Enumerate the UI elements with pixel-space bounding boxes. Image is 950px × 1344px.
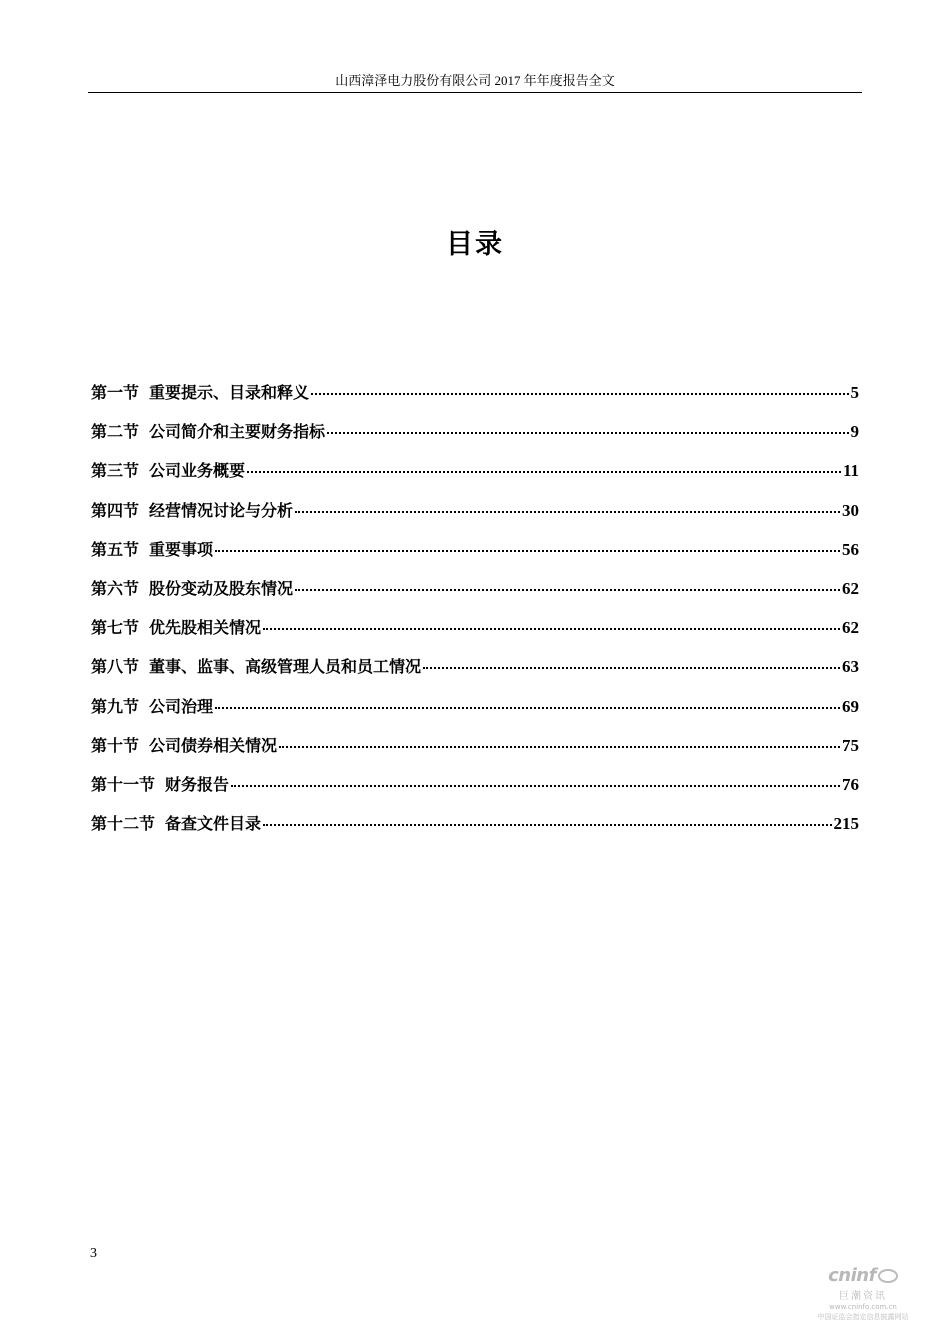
swirl-icon <box>878 1269 898 1283</box>
toc-section: 第九节 <box>91 696 140 716</box>
toc-section: 第七节 <box>91 618 140 638</box>
page-title: 目录 <box>446 229 504 260</box>
toc-entry[interactable] <box>91 576 859 615</box>
watermark-tagline: 中国证监会指定信息披露网站 <box>817 1313 909 1321</box>
dot-leader <box>295 589 840 591</box>
toc-section: 第十二节 <box>91 814 156 834</box>
dot-leader <box>215 550 840 552</box>
toc-page-number: 63 <box>842 657 859 677</box>
cninfo-watermark <box>798 1265 928 1322</box>
toc-page-number: 69 <box>842 696 859 716</box>
toc-page-number: 11 <box>842 461 859 481</box>
toc-title: 公司治理 <box>149 696 214 716</box>
toc-page-number: 30 <box>842 500 859 520</box>
toc-entry[interactable] <box>91 733 859 772</box>
dot-leader <box>247 471 841 473</box>
toc-title: 重要提示、目录和释义 <box>149 383 310 402</box>
toc-section: 第一节 <box>91 383 140 402</box>
toc-section: 第十一节 <box>91 774 156 794</box>
toc-page-number: 62 <box>842 618 859 638</box>
dot-leader <box>263 824 831 826</box>
toc-section: 第六节 <box>91 578 140 598</box>
watermark-cn-name: 巨潮资讯 <box>839 1291 887 1302</box>
toc-entry[interactable] <box>91 615 859 654</box>
toc-page-number: 76 <box>842 774 859 794</box>
toc-title: 股份变动及股东情况 <box>149 578 294 598</box>
dot-leader <box>215 707 840 709</box>
logo-text: cninf <box>828 1265 876 1286</box>
toc-entry[interactable] <box>91 498 859 537</box>
toc-page-number: 215 <box>833 814 859 834</box>
header-rule <box>88 92 862 93</box>
toc-title: 重要事项 <box>149 539 214 559</box>
watermark-url: www.cninfo.com.cn <box>829 1303 897 1311</box>
toc-entry[interactable] <box>91 380 859 419</box>
toc-entry[interactable] <box>91 694 859 733</box>
toc-title: 优先股相关情况 <box>149 618 262 638</box>
toc-title: 公司债券相关情况 <box>149 735 278 755</box>
toc-page-number: 9 <box>850 422 859 442</box>
toc-entry[interactable] <box>91 537 859 576</box>
toc-title: 董事、监事、高级管理人员和员工情况 <box>149 657 422 677</box>
toc-title: 财务报告 <box>165 774 230 794</box>
toc-title: 经营情况讨论与分析 <box>149 500 294 520</box>
cninfo-logo <box>798 1265 928 1286</box>
dot-leader <box>295 511 840 513</box>
toc-page-number: 5 <box>850 383 859 402</box>
running-header: 山西漳泽电力股份有限公司 2017 年年度报告全文 <box>335 73 615 88</box>
table-of-contents <box>91 380 859 850</box>
dot-leader <box>423 667 840 669</box>
toc-section: 第五节 <box>91 539 140 559</box>
toc-entry[interactable] <box>91 419 859 458</box>
toc-title: 备查文件目录 <box>165 814 262 834</box>
toc-section: 第三节 <box>91 461 140 481</box>
toc-title: 公司业务概要 <box>149 461 246 481</box>
toc-section: 第二节 <box>91 422 140 442</box>
dot-leader <box>327 432 848 434</box>
toc-entry[interactable] <box>91 772 859 811</box>
toc-page-number: 75 <box>842 735 859 755</box>
toc-entry[interactable] <box>91 458 859 497</box>
toc-page-number: 62 <box>842 578 859 598</box>
toc-section: 第四节 <box>91 500 140 520</box>
toc-section: 第十节 <box>91 735 140 755</box>
dot-leader <box>263 628 840 630</box>
toc-section: 第八节 <box>91 657 140 677</box>
toc-entry[interactable] <box>91 654 859 693</box>
toc-entry[interactable] <box>91 811 859 850</box>
page-number: 3 <box>90 1246 97 1261</box>
dot-leader <box>279 746 840 748</box>
dot-leader <box>231 785 840 787</box>
toc-page-number: 56 <box>842 539 859 559</box>
toc-title: 公司简介和主要财务指标 <box>149 422 326 442</box>
dot-leader <box>311 393 848 395</box>
